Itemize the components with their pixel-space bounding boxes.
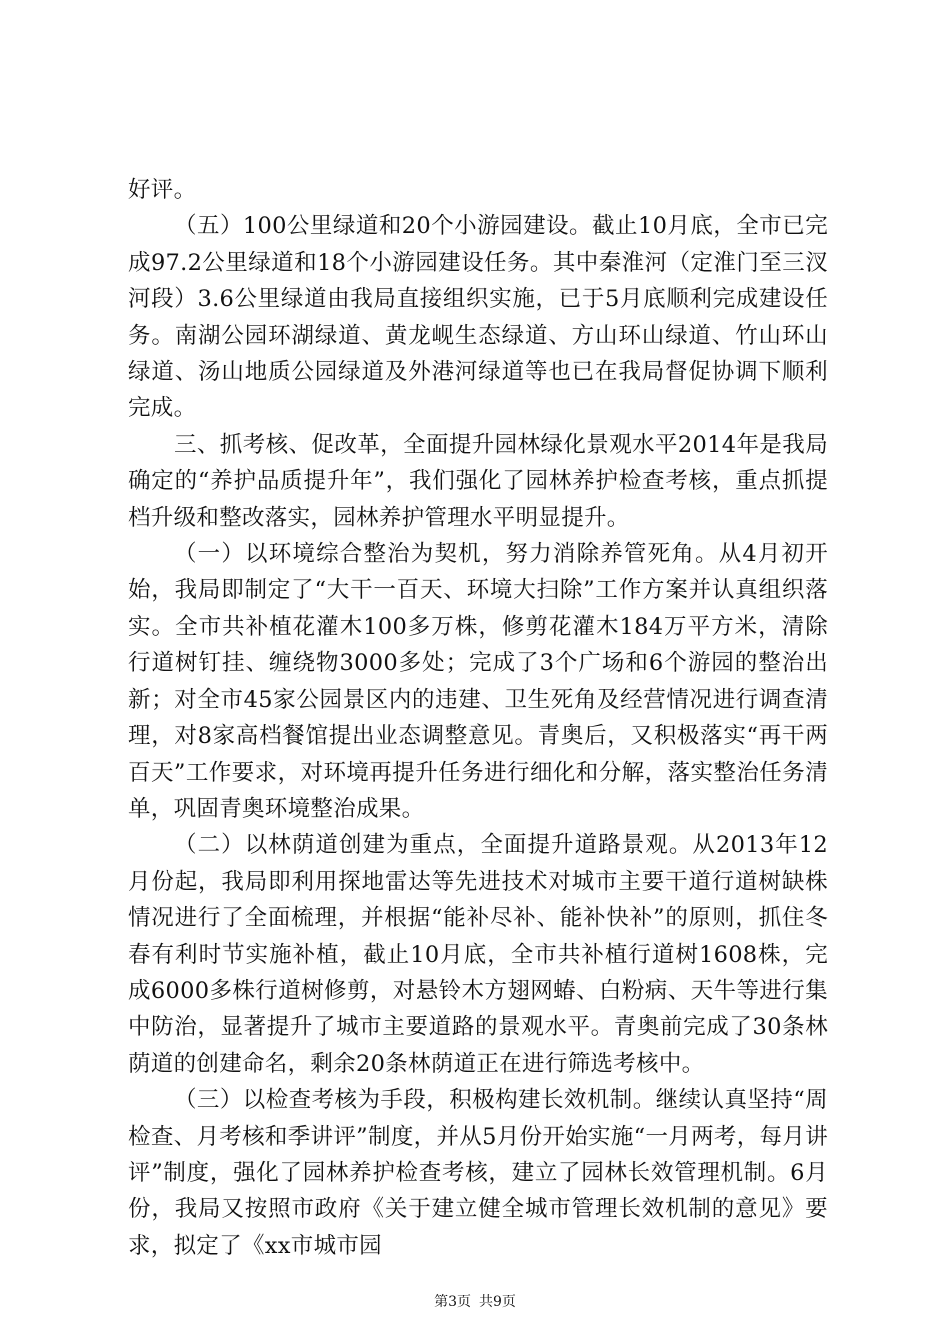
page-number-current: 第3页 xyxy=(434,1294,471,1310)
document-body xyxy=(128,172,828,1264)
paragraph-continuation: 好评。 xyxy=(128,177,197,203)
page-number-total: 共9页 xyxy=(479,1294,516,1310)
paragraph-greenway-parks: （五）100公里绿道和20个小游园建设。截止10月底，全市已完成97.2公里绿道和18个小游园建设任务。其中秦淮河（定淮门至三汊河段）3.6公里绿道由我局直接组织实施，已于5月底顺利完成建设任务。南湖公园环湖绿道、黄龙岘生态绿道、方山环山绿道、竹山环山绿道、汤山地质公园绿道及外港河绿道等也已在我局督促协调下顺利完成。 xyxy=(128,213,828,422)
paragraph-shaded-avenues: （二）以林荫道创建为重点，全面提升道路景观。从2013年12月份起，我局即利用探地雷达等先进技术对城市主要干道行道树缺株情况进行了全面梳理，并根据“能补尽补、能补快补”的原则，抓住冬春有利时节实施补植，截止10月底，全市共补植行道树1608株，完成6000多株行道树修剪，对悬铃木方翅网蝽、白粉病、天牛等进行集中防治，显著提升了城市主要道路的景观水平。青奥前完成了30条林荫道的创建命名，剩余20条林荫道正在进行筛选考核中。 xyxy=(128,832,828,1077)
paragraph-environment-rectification: （一）以环境综合整治为契机，努力消除养管死角。从4月初开始，我局即制定了“大干一百天、环境大扫除”工作方案并认真组织落实。全市共补植花灌木100多万株，修剪花灌木184万平方米，清除行道树钉挂、缠绕物3000多处；完成了3个广场和6个游园的整治出新；对全市45家公园景区内的违建、卫生死角及经营情况进行调查清理，对8家高档餐馆提出业态调整意见。青奥后，又积极落实“再干两百天”工作要求，对环境再提升任务进行细化和分解，落实整治任务清单，巩固青奥环境整治成果。 xyxy=(128,541,828,822)
paragraph-inspection-mechanism: （三）以检查考核为手段，积极构建长效机制。继续认真坚持“周检查、月考核和季讲评”制度，并从5月份开始实施“一月两考，每月讲评”制度，强化了园林养护检查考核，建立了园林长效管理机制。6月份，我局又按照市政府《关于建立健全城市管理长效机制的意见》要求，拟定了《xx市城市园 xyxy=(128,1087,828,1259)
paragraph-section-three: 三、抓考核、促改革，全面提升园林绿化景观水平2014年是我局确定的“养护品质提升年”，我们强化了园林养护检查考核，重点抓提档升级和整改落实，园林养护管理水平明显提升。 xyxy=(128,431,828,531)
page-footer xyxy=(0,1293,950,1311)
